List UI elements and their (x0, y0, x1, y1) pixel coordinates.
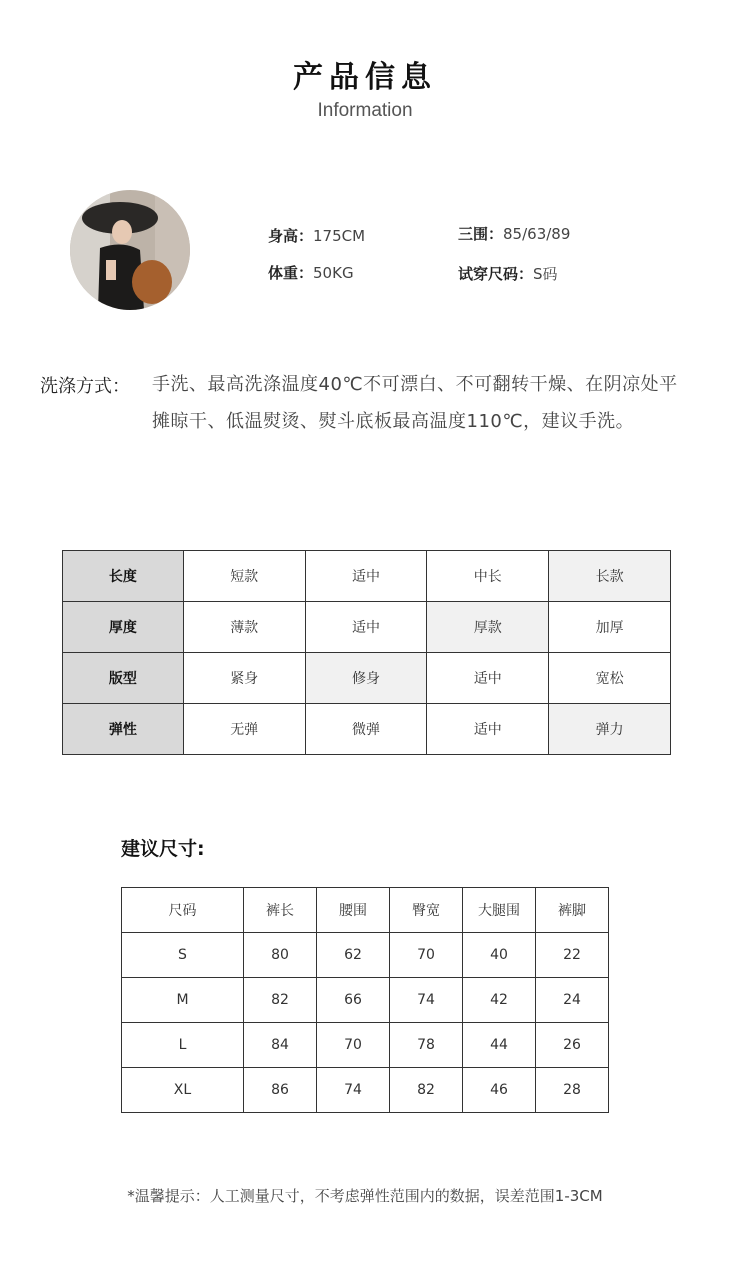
attribute-row (63, 551, 671, 602)
size-header-row (122, 888, 609, 933)
size-cell: L (122, 1023, 244, 1068)
size-cell: 26 (536, 1023, 609, 1068)
size-cell: 70 (390, 933, 463, 978)
size-cell: 74 (390, 978, 463, 1023)
size-cell: 62 (317, 933, 390, 978)
size-cell: 40 (463, 933, 536, 978)
size-cell: 46 (463, 1068, 536, 1113)
size-cell: 80 (244, 933, 317, 978)
model-measurements: 三围：85/63/89 (458, 225, 571, 243)
size-cell: 86 (244, 1068, 317, 1113)
attribute-option: 短款 (183, 551, 305, 602)
attribute-option: 适中 (305, 551, 427, 602)
size-row (122, 1023, 609, 1068)
wash-instructions: 手洗、最高洗涤温度40℃不可漂白、不可翻转干燥、在阴凉处平摊晾干、低温熨烫、熨斗底板最高温度110℃，建议手洗。 (152, 374, 678, 432)
attribute-option: 加厚 (549, 602, 671, 653)
attribute-name: 厚度 (63, 602, 184, 653)
size-cell: 84 (244, 1023, 317, 1068)
attribute-name: 长度 (63, 551, 184, 602)
attribute-option-selected: 修身 (305, 653, 427, 704)
size-cell: 82 (390, 1068, 463, 1113)
attribute-option: 无弹 (183, 704, 305, 755)
attribute-option-selected: 弹力 (549, 704, 671, 755)
size-cell: 28 (536, 1068, 609, 1113)
size-row (122, 933, 609, 978)
attribute-option-selected: 长款 (549, 551, 671, 602)
size-cell: S (122, 933, 244, 978)
size-cell: 42 (463, 978, 536, 1023)
attribute-option: 宽松 (549, 653, 671, 704)
attribute-row (63, 602, 671, 653)
size-header-cell: 裤脚 (536, 888, 609, 933)
size-cell: 70 (317, 1023, 390, 1068)
size-cell: 82 (244, 978, 317, 1023)
wash-label: 洗涤方式： (40, 376, 130, 397)
attribute-option: 中长 (427, 551, 549, 602)
size-row (122, 978, 609, 1023)
size-row (122, 1068, 609, 1113)
size-cell: 24 (536, 978, 609, 1023)
attribute-option-selected: 厚款 (427, 602, 549, 653)
size-chart-title: 建议尺寸: (121, 838, 205, 860)
page-subtitle: Information (317, 100, 413, 121)
model-height: 身高：175CM (268, 227, 366, 245)
size-header-cell: 腰围 (317, 888, 390, 933)
size-cell: XL (122, 1068, 244, 1113)
size-cell: 66 (317, 978, 390, 1023)
attribute-name: 版型 (63, 653, 184, 704)
attribute-table (62, 550, 671, 755)
attribute-option: 适中 (427, 653, 549, 704)
size-cell: 78 (390, 1023, 463, 1068)
attribute-row (63, 653, 671, 704)
size-chart-table (121, 887, 609, 1113)
attribute-option: 适中 (305, 602, 427, 653)
size-cell: 22 (536, 933, 609, 978)
size-header-cell: 裤长 (244, 888, 317, 933)
attribute-option: 薄款 (183, 602, 305, 653)
size-header-cell: 臀宽 (390, 888, 463, 933)
size-header-cell: 大腿围 (463, 888, 536, 933)
model-try-size: 试穿尺码：S码 (458, 265, 558, 283)
attribute-name: 弹性 (63, 704, 184, 755)
attribute-option: 适中 (427, 704, 549, 755)
size-tip: *温馨提示：人工测量尺寸，不考虑弹性范围内的数据，误差范围1-3CM (127, 1187, 603, 1205)
model-weight: 体重：50KG (268, 264, 354, 282)
page-title: 产品信息 (293, 60, 437, 95)
size-cell: 74 (317, 1068, 390, 1113)
attribute-option: 紧身 (183, 653, 305, 704)
size-header-cell: 尺码 (122, 888, 244, 933)
attribute-option: 微弹 (305, 704, 427, 755)
attribute-row (63, 704, 671, 755)
size-cell: M (122, 978, 244, 1023)
model-photo (70, 190, 190, 310)
size-cell: 44 (463, 1023, 536, 1068)
